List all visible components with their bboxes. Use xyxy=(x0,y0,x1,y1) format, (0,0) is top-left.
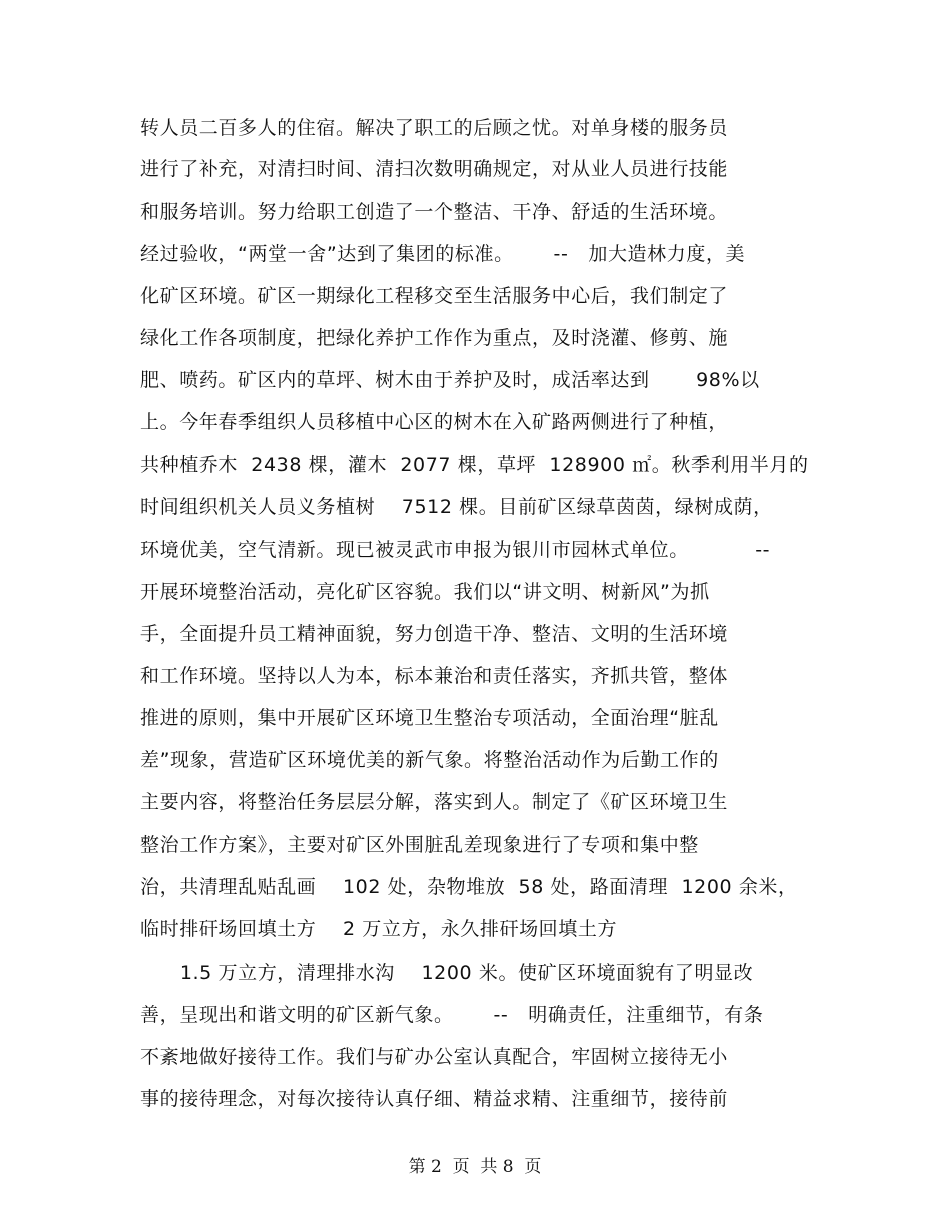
body-text-line: 事的接待理念，对每次接待认真仔细、精益求精、注重细节，接待前 xyxy=(140,1088,729,1110)
body-text-line: 差”现象，营造矿区环境优美的新气象。将整治活动作为后勤工作的 xyxy=(140,749,719,771)
body-text-line: 不紊地做好接待工作。我们与矿办公室认真配合，牢固树立接待无小 xyxy=(140,1046,729,1068)
body-text-line: 主要内容，将整治任务层层分解，落实到人。制定了《矿区环境卫生 xyxy=(140,791,729,813)
page-number-footer: 第 2 页 共 8 页 xyxy=(408,1157,542,1177)
body-text-line: 共种植乔木 2438 棵，灌木 2077 棵，草坪 128900 ㎡。秋季利用半月的 xyxy=(140,454,809,476)
body-text-line: 1.5 万立方，清理排水沟 1200 米。使矿区环境面貌有了明显改 xyxy=(140,962,754,984)
body-text-line: 肥、喷药。矿区内的草坪、树木由于养护及时，成活率达到 98%以 xyxy=(140,369,760,391)
body-text-line: 进行了补充，对清扫时间、清扫次数明确规定，对从业人员进行技能 xyxy=(140,158,729,180)
body-text-line: 绿化工作各项制度，把绿化养护工作作为重点，及时浇灌、修剪、施 xyxy=(140,327,729,349)
body-text-line: 推进的原则，集中开展矿区环境卫生整治专项活动，全面治理“脏乱 xyxy=(140,707,719,729)
body-text-line: 时间组织机关人员义务植树 7512 棵。目前矿区绿草茵茵，绿树成荫， xyxy=(140,496,773,518)
body-text-line: 治，共清理乱贴乱画 102 处，杂物堆放 58 处，路面清理 1200 余米， xyxy=(140,876,798,898)
body-text-line: 转人员二百多人的住宿。解决了职工的后顾之忧。对单身楼的服务员 xyxy=(140,117,729,139)
body-text-line: 经过验收，“两堂一舍”达到了集团的标准。 -- 加大造林力度，美 xyxy=(140,243,746,265)
body-text-line: 整治工作方案》，主要对矿区外围脏乱差现象进行了专项和集中整 xyxy=(140,834,699,856)
body-text-line: 化矿区环境。矿区一期绿化工程移交至生活服务中心后，我们制定了 xyxy=(140,285,729,307)
body-text-line: 临时排矸场回填土方 2 万立方，永久排矸场回填土方 xyxy=(140,918,618,940)
body-text-line: 和工作环境。坚持以人为本，标本兼治和责任落实，齐抓共管，整体 xyxy=(140,665,729,687)
body-text-line: 手，全面提升员工精神面貌，努力创造干净、整洁、文明的生活环境 xyxy=(140,623,729,645)
body-text-line: 和服务培训。努力给职工创造了一个整洁、干净、舒适的生活环境。 xyxy=(140,201,729,223)
body-text-line: 环境优美，空气清新。现已被灵武市申报为银川市园林式单位。 -- xyxy=(140,539,771,561)
body-text-line: 开展环境整治活动，亮化矿区容貌。我们以“讲文明、树新风”为抓 xyxy=(140,581,710,603)
body-text-line: 善，呈现出和谐文明的矿区新气象。 -- 明确责任，注重细节，有条 xyxy=(140,1004,764,1026)
body-text-line: 上。今年春季组织人员移植中心区的树木在入矿路两侧进行了种植， xyxy=(140,411,729,433)
